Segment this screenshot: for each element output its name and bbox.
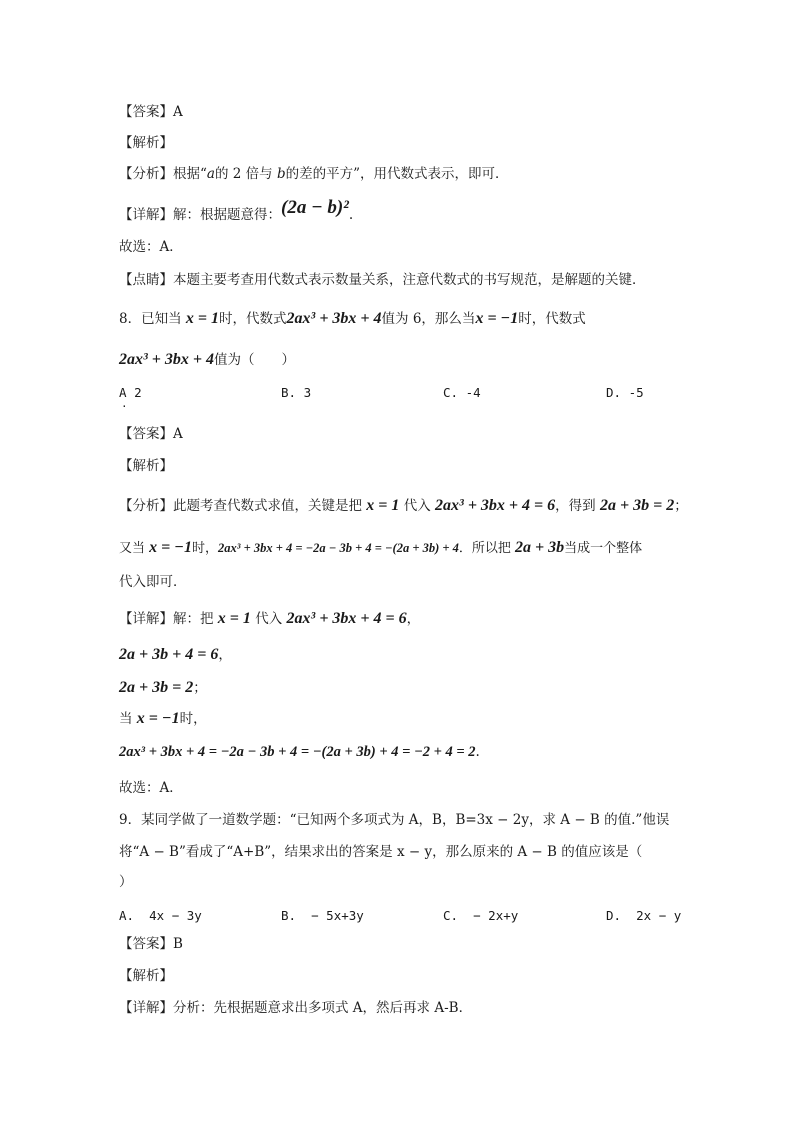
- q9-analysis-label: 【解析】: [119, 968, 173, 984]
- q9-option-a-value: 4x − 3y: [149, 908, 202, 923]
- q7-comment-text: 本题主要考查用代数式表示数量关系，注意代数式的书写规范，是解题的关键．: [173, 272, 646, 288]
- q8-option-b-label: B.: [281, 385, 297, 400]
- q8-fenxi-text: ．所以把: [458, 541, 516, 556]
- q9-option-d-value: 2x − y: [636, 908, 682, 923]
- q8-detail-math: 2ax³ + 3bx + 4 = 6: [286, 610, 407, 627]
- q8-option-c[interactable]: [443, 383, 481, 403]
- q8-stem-text: 值为 6，那么当: [381, 311, 476, 327]
- q8-analysis-label: 【解析】: [119, 458, 173, 474]
- q8-option-a-value: 2: [134, 385, 142, 400]
- q9-option-d-label: D.: [606, 908, 622, 923]
- q8-answer-label: 【答案】: [119, 426, 173, 442]
- q8-stem-math: x = −1: [475, 310, 519, 327]
- q7-detail-text: 解：根据题意得：: [173, 207, 281, 223]
- q8-option-b-value: 3: [303, 385, 312, 400]
- q8-step3-text: 时，: [179, 711, 207, 727]
- q8-fenxi-text: 时，: [191, 541, 218, 556]
- q8-option-b[interactable]: [281, 383, 311, 403]
- q9-option-c[interactable]: [443, 906, 518, 926]
- q8-stem-math: 2ax³ + 3bx + 4: [119, 351, 215, 368]
- q8-step1: [119, 645, 232, 667]
- q8-fenxi-text: 又当: [119, 541, 150, 556]
- q9-detail-line: [119, 998, 472, 1020]
- q8-option-c-label: C.: [443, 385, 459, 400]
- q7-fenxi-text: 的 2 倍与: [214, 166, 277, 182]
- q8-option-a-dot: .: [121, 397, 128, 410]
- q9-stem-line1: 9．某同学做了一道数学题：“已知两个多项式为 A，B，B=3x − 2y，求 A − B 的值.”他误: [119, 812, 670, 828]
- q9-detail-label: 【详解】: [119, 1000, 173, 1016]
- q8-option-a-label: A: [119, 385, 127, 400]
- q9-option-b[interactable]: [281, 906, 364, 926]
- q8-step1-math: 2a + 3b + 4 = 6: [119, 646, 219, 663]
- q8-step2-math: 2a + 3b = 2: [119, 679, 194, 696]
- q7-fenxi-text: 的差的平方”，用代数式表示，即可．: [285, 166, 509, 182]
- q7-comment-label: 【点睛】: [119, 272, 173, 288]
- q8-stem-text: 8．已知当: [119, 311, 186, 327]
- q8-option-d-label: D.: [606, 385, 622, 400]
- q8-detail-line: [119, 609, 420, 631]
- q7-detail-line: [119, 197, 354, 226]
- q8-detail-text: ，: [406, 611, 421, 627]
- q8-fenxi-math: x = 1: [366, 497, 400, 514]
- q7-fenxi-text: 根据“: [173, 166, 207, 182]
- q9-option-c-label: C.: [443, 908, 459, 923]
- q9-answer-value: B: [173, 936, 183, 952]
- q8-fenxi-math: 2a + 3b: [515, 539, 565, 556]
- q8-stem-math: 2ax³ + 3bx + 4: [286, 310, 382, 327]
- q8-stem-text: 值为（ ）: [214, 352, 296, 368]
- q7-analysis-label: 【解析】: [119, 135, 173, 151]
- q7-answer-label: 【答案】: [119, 104, 173, 120]
- q7-choose: 故选：A．: [119, 239, 183, 255]
- q7-answer-line: [119, 102, 183, 124]
- q8-fenxi-math: 2a + 3b = 2: [599, 497, 675, 514]
- q8-stem-text: 时，代数式: [219, 311, 287, 327]
- q8-option-c-value: -4: [465, 385, 481, 400]
- q9-option-d[interactable]: [606, 906, 681, 926]
- q8-fenxi-math: 2ax³ + 3bx + 4 = −2a − 3b + 4 = −(2a + 3b) + 4: [217, 541, 459, 555]
- q8-stem-text: 时，代数式: [518, 311, 586, 327]
- q8-option-d[interactable]: [606, 383, 644, 403]
- q7-detail-end: .: [348, 207, 354, 223]
- q8-answer-value: A: [173, 426, 183, 442]
- q9-option-b-value: − 5x+3y: [311, 908, 364, 923]
- q8-step2: [119, 678, 207, 700]
- q8-fenxi-text: 代入: [399, 498, 436, 514]
- q8-detail-label: 【详解】: [119, 611, 173, 627]
- q8-step3: [119, 709, 207, 731]
- q7-var-b: b: [276, 166, 286, 182]
- q8-step1-end: ，: [218, 647, 232, 663]
- q7-fenxi-line: [119, 164, 509, 186]
- q8-step3-text: 当: [119, 711, 137, 727]
- q8-step3-math: x = −1: [136, 710, 180, 727]
- q9-option-a-label: A.: [119, 908, 135, 923]
- q8-fenxi-math: x = −1: [149, 539, 192, 556]
- q8-detail-text: 解：把: [173, 611, 218, 627]
- q9-stem-line2: 将“A − B”看成了“A+B”，结果求出的答案是 x − y，那么原来的 A − B 的值应该是（: [119, 844, 643, 860]
- q8-stem-math: x = 1: [185, 310, 220, 327]
- q9-option-c-value: − 2x+y: [473, 908, 519, 923]
- q8-step4: [119, 742, 480, 764]
- q8-fenxi-text: ；: [674, 498, 688, 514]
- q8-stem-line2: [119, 350, 295, 372]
- q8-detail-text: 代入: [250, 611, 287, 627]
- q8-fenxi-text: ，得到: [555, 498, 600, 514]
- q8-answer-line: [119, 424, 183, 446]
- q8-option-d-value: -5: [628, 385, 644, 400]
- q8-fenxi-math: 2ax³ + 3bx + 4 = 6: [435, 497, 556, 514]
- q7-answer-value: A: [173, 104, 183, 120]
- q8-stem-line1: [119, 309, 586, 331]
- q8-step2-end: ；: [193, 680, 207, 696]
- q8-choose: 故选：A．: [119, 780, 183, 796]
- q8-step4-end: .: [475, 744, 480, 760]
- q9-option-b-label: B.: [281, 908, 297, 923]
- q9-answer-label: 【答案】: [119, 936, 173, 952]
- q8-fenxi-text: 当成一个整体: [564, 541, 643, 556]
- q8-detail-math: x = 1: [217, 610, 251, 627]
- q8-fenxi-line2: [119, 538, 642, 560]
- q7-detail-math: (2a − b)²: [281, 197, 349, 218]
- q8-fenxi-label: 【分析】: [119, 498, 173, 514]
- q9-answer-line: [119, 934, 183, 956]
- q9-stem-line3: ）: [119, 874, 133, 890]
- q7-comment-line: [119, 270, 646, 292]
- q8-fenxi-line3: 代入即可．: [119, 574, 187, 590]
- q8-fenxi-text: 此题考查代数式求值，关键是把: [173, 498, 367, 514]
- q7-detail-label: 【详解】: [119, 207, 173, 223]
- q7-fenxi-label: 【分析】: [119, 166, 173, 182]
- q8-fenxi-line1: [119, 496, 688, 518]
- q8-step4-math: 2ax³ + 3bx + 4 = −2a − 3b + 4 = −(2a + 3b) + 4 = −2 + 4 = 2: [119, 744, 476, 760]
- q9-detail-text: 分析：先根据题意求出多项式 A，然后再求 A-B．: [173, 1000, 473, 1016]
- q7-var-a: a: [206, 166, 215, 182]
- q9-option-a[interactable]: [119, 906, 202, 926]
